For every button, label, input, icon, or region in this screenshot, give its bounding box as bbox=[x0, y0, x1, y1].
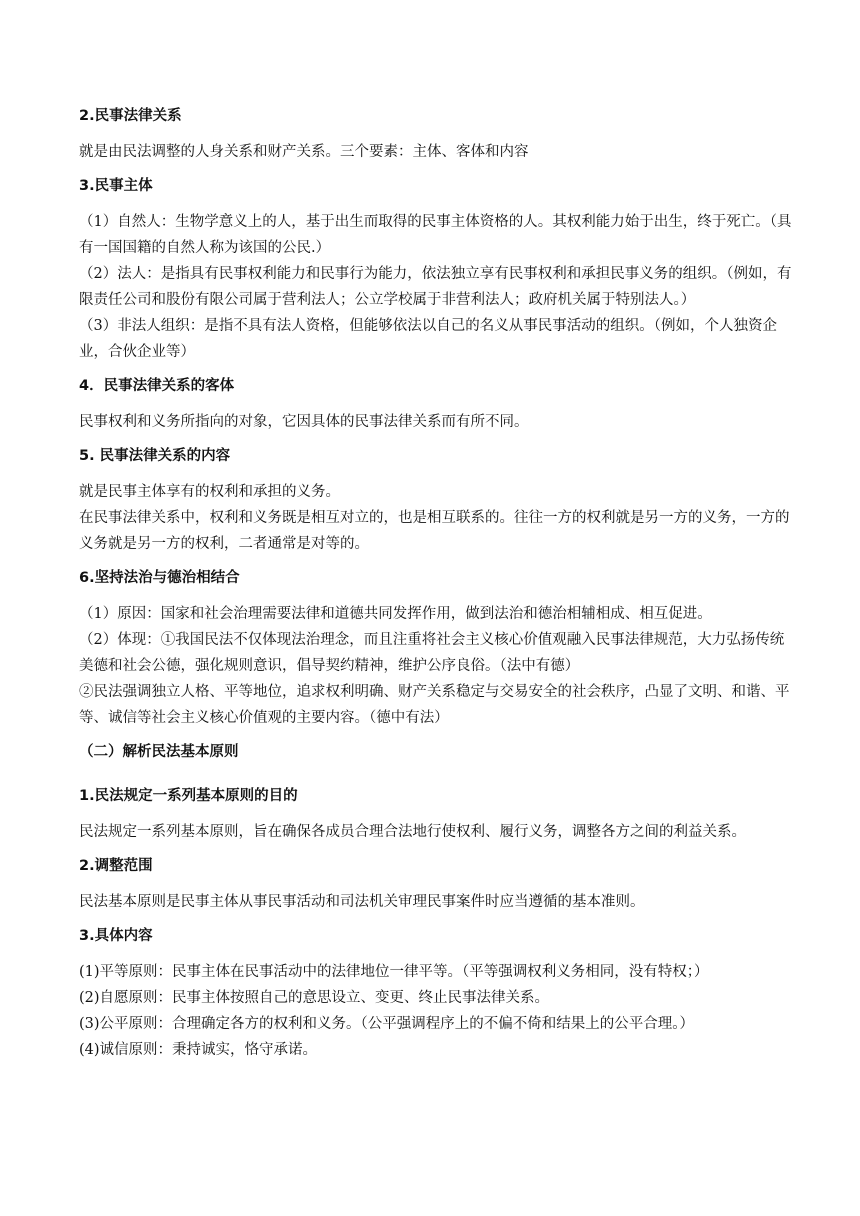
paragraph: （1）原因：国家和社会治理需要法律和道德共同发挥作用，做到法治和德治相辅相成、相互促进。 bbox=[79, 606, 712, 622]
paragraph: （2）体现：①我国民法不仅体现法治理念，而且注重将社会主义核心价值观融入民事法律规范，大力弘扬传统美德和社会公德，强化规则意识，倡导契约精神，维护公序良俗。（法中有德） bbox=[79, 632, 785, 674]
paragraph: (3)公平原则：合理确定各方的权利和义务。（公平强调程序上的不偏不倚和结果上的公平合理。） bbox=[79, 1016, 695, 1032]
section-heading: 4．民事法律关系的客体 bbox=[79, 378, 235, 394]
section-heading: 1.民法规定一系列基本原则的目的 bbox=[79, 788, 298, 804]
paragraph: 民法规定一系列基本原则，旨在确保各成员合理合法地行使权利、履行义务，调整各方之间的利益关系。 bbox=[79, 824, 746, 840]
part-heading: （二）解析民法基本原则 bbox=[79, 744, 239, 760]
paragraph: 就是民事主体享有的权利和承担的义务。 bbox=[79, 484, 340, 500]
section-heading: 6.坚持法治与德治相结合 bbox=[79, 570, 240, 586]
section-heading: 2.调整范围 bbox=[79, 858, 153, 874]
paragraph: 民事权利和义务所指向的对象，它因具体的民事法律关系而有所不同。 bbox=[79, 414, 529, 430]
paragraph: （1）自然人：生物学意义上的人，基于出生而取得的民事主体资格的人。其权利能力始于出生，终于死亡。（具有一国国籍的自然人称为该国的公民.） bbox=[79, 214, 792, 256]
section-heading: 3.具体内容 bbox=[79, 928, 153, 944]
section-heading: 2.民事法律关系 bbox=[79, 108, 182, 124]
paragraph: 在民事法律关系中，权利和义务既是相互对立的，也是相互联系的。往往一方的权利就是另一方的义务，一方的义务就是另一方的权利，二者通常是对等的。 bbox=[79, 510, 790, 552]
paragraph: (4)诚信原则：秉持诚实，恪守承诺。 bbox=[79, 1042, 318, 1058]
section-heading: 3.民事主体 bbox=[79, 178, 153, 194]
paragraph: 民法基本原则是民事主体从事民事活动和司法机关审理民事案件时应当遵循的基本准则。 bbox=[79, 894, 645, 910]
paragraph: (1)平等原则：民事主体在民事活动中的法律地位一律平等。（平等强调权利义务相同，没有特权；） bbox=[79, 964, 709, 980]
paragraph: 就是由民法调整的人身关系和财产关系。三个要素：主体、客体和内容 bbox=[79, 144, 529, 160]
paragraph: （3）非法人组织：是指不具有法人资格，但能够依法以自己的名义从事民事活动的组织。（例如，个人独资企业，合伙企业等） bbox=[79, 318, 777, 360]
paragraph: ②民法强调独立人格、平等地位，追求权利明确、财产关系稳定与交易安全的社会秩序，凸显了文明、和谐、平等、诚信等社会主义核心价值观的主要内容。（德中有法） bbox=[79, 684, 790, 726]
section-heading: 5. 民事法律关系的内容 bbox=[79, 448, 231, 464]
paragraph: （2）法人：是指具有民事权利能力和民事行为能力，依法独立享有民事权利和承担民事义务的组织。（例如，有限责任公司和股份有限公司属于营利法人；公立学校属于非营利法人；政府机关属于特别法人。） bbox=[79, 266, 792, 308]
document-body bbox=[79, 104, 794, 1063]
paragraph: (2)自愿原则：民事主体按照自己的意思设立、变更、终止民事法律关系。 bbox=[79, 990, 550, 1006]
